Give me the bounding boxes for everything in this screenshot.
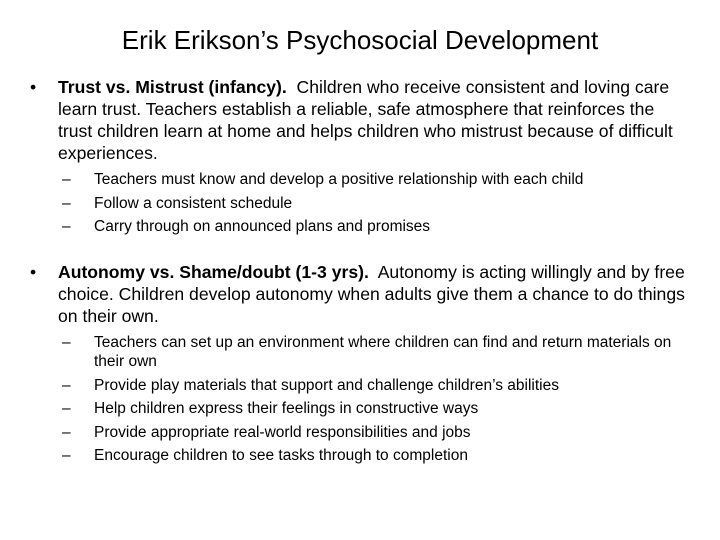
sub-marker: –: [62, 376, 71, 394]
sub-marker: –: [62, 194, 71, 212]
sub-item: [62, 170, 690, 189]
sub-item: [62, 446, 690, 465]
bullet-body: [58, 261, 690, 327]
bullet-trust: [30, 76, 690, 241]
bullet-text: Children who receive consistent and loving care learn trust. Teachers establish a reliable, safe atmosphere that reinforces the trust children learn at home and helps children who mistrust because of difficult experiences.: [58, 77, 673, 163]
sub-text: Teachers can set up an environment where children can find and return materials on their own: [94, 334, 672, 370]
sub-marker: –: [62, 218, 71, 235]
sub-item: [62, 194, 690, 213]
sub-text: Encourage children to see tasks through to completion: [94, 447, 468, 464]
bullet-lead: Autonomy vs. Shame/doubt (1-3 yrs).: [58, 262, 369, 282]
slide-title: Erik Erikson’s Psychosocial Development: [121, 25, 599, 55]
sub-text: Teachers must know and develop a positive relationship with each child: [94, 171, 584, 188]
sub-list: [62, 170, 690, 236]
sub-marker: –: [62, 334, 71, 351]
sub-text: Help children express their feelings in constructive ways: [94, 400, 479, 417]
sub-list: [62, 333, 690, 465]
sub-text: Provide appropriate real-world responsibilities and jobs: [94, 423, 471, 441]
sub-text: Follow a consistent schedule: [94, 194, 293, 212]
bullet-body: [58, 76, 690, 164]
sub-text: Provide play materials that support and challenge children’s abilities: [94, 376, 559, 394]
bullet-autonomy: [30, 261, 690, 470]
sub-item: [62, 423, 690, 442]
sub-marker: –: [62, 400, 71, 417]
bullet-marker: •: [30, 77, 37, 97]
sub-text: Carry through on announced plans and promises: [94, 218, 431, 235]
sub-item: [62, 333, 690, 371]
sub-marker: –: [62, 171, 71, 188]
sub-marker: –: [62, 447, 71, 464]
sub-item: [62, 399, 690, 418]
bullet-lead: Trust vs. Mistrust (infancy).: [58, 77, 287, 97]
bullet-text: Autonomy is acting willingly and by free choice. Children develop autonomy when adults give them a chance to do things on their own.: [58, 262, 685, 326]
sub-marker: –: [62, 423, 71, 441]
bullet-marker: •: [30, 262, 37, 282]
sub-item: [62, 376, 690, 395]
sub-item: [62, 217, 690, 236]
